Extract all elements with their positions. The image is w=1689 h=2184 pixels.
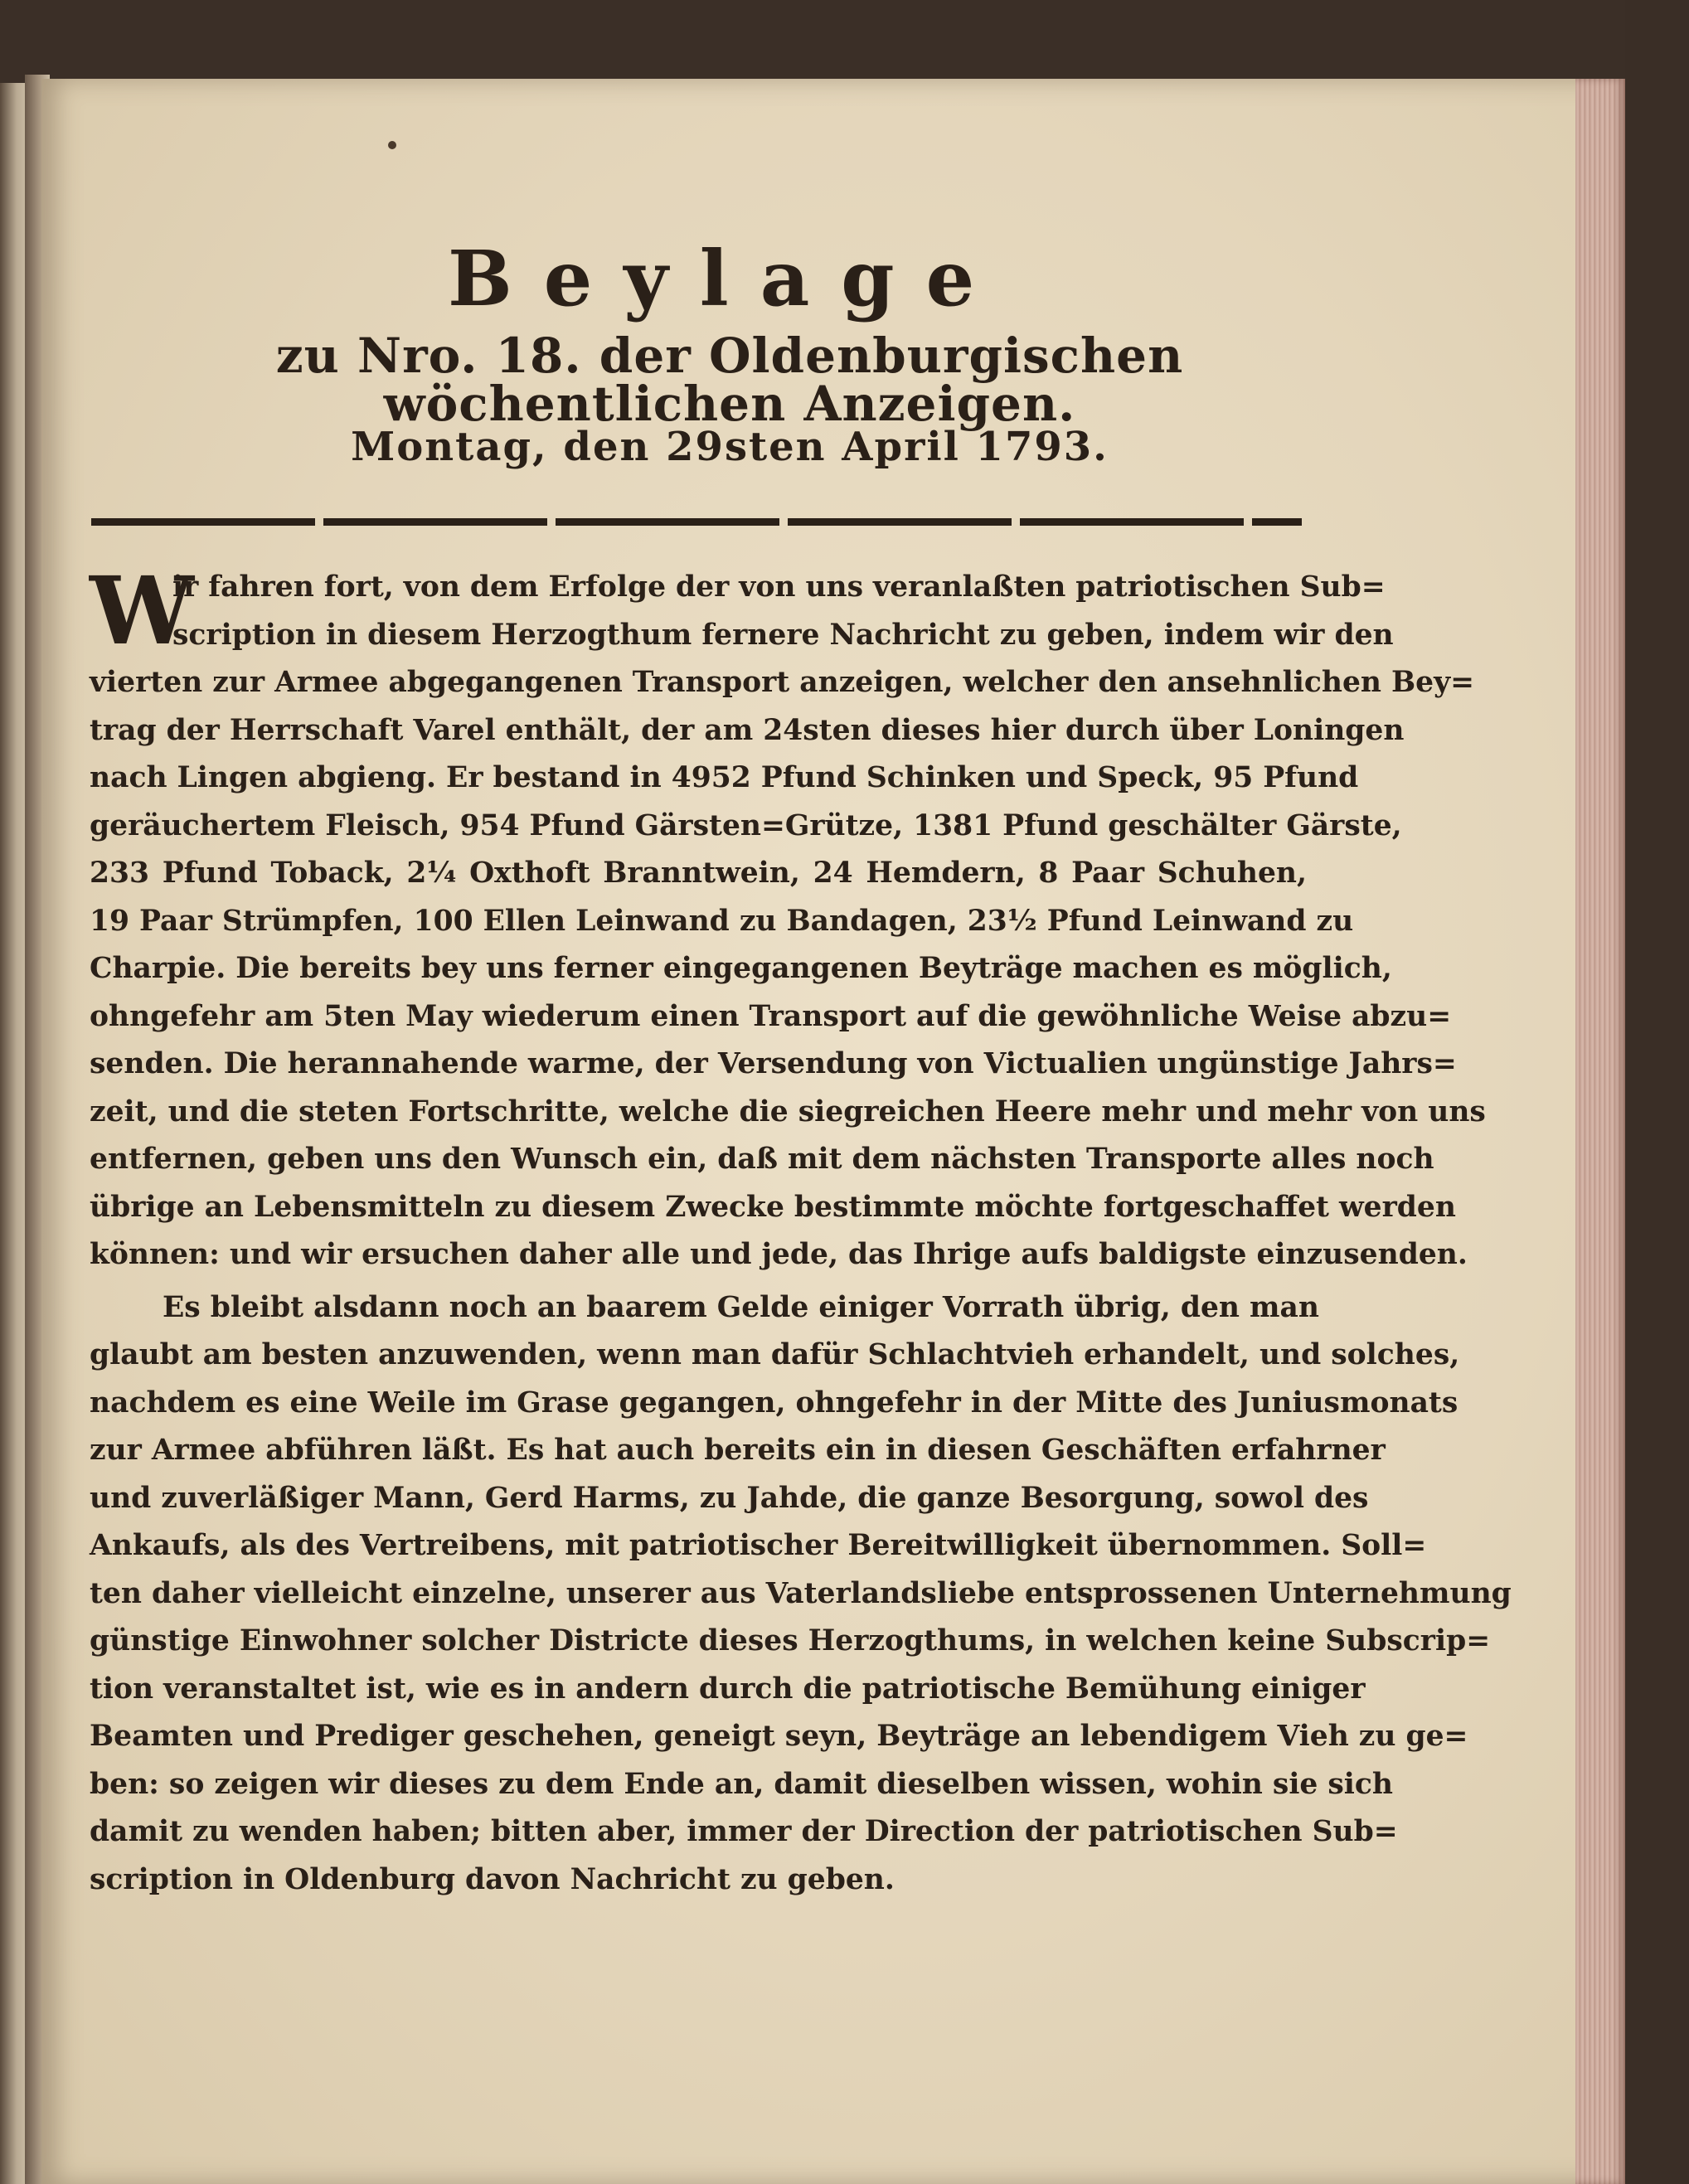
text-line: zur Armee abführen läßt. Es hat auch bereits ein in diesen Geschäften erfahrner: [90, 1434, 1386, 1467]
text-line: ben: so zeigen wir dieses zu dem Ende an, damit dieselben wissen, wohin sie sich: [90, 1767, 1394, 1801]
text-line: Es bleibt alsdann noch an baarem Gelde einiger Vorrath übrig, den man: [163, 1290, 1319, 1324]
text-line: scription in diesem Herzogthum fernere Nachricht zu geben, indem wir den: [172, 618, 1394, 652]
text-line: glaubt am besten anzuwenden, wenn man dafür Schlachtvieh erhandelt, und solches,: [90, 1338, 1460, 1371]
text-line: zeit, und die steten Fortschritte, welche die siegreichen Heere mehr und mehr von uns: [90, 1094, 1486, 1128]
text-line: günstige Einwohner solcher Districte dieses Herzogthums, in welchen keine Subscrip=: [90, 1624, 1491, 1657]
text-line: entfernen, geben uns den Wunsch ein, daß mit dem nächsten Transporte alles noch: [90, 1143, 1434, 1176]
text-line: Charpie. Die bereits bey uns ferner eingegangenen Beyträge machen es möglich,: [90, 952, 1392, 985]
drop-cap: W: [90, 557, 194, 666]
text-line: nachdem es eine Weile im Grase gegangen, ohngefehr in der Mitte des Juniusmonats: [90, 1386, 1458, 1420]
page-title: Beylage: [448, 234, 1007, 323]
ink-dot: [388, 141, 396, 149]
text-line: 233 Pfund Toback, 2¼ Oxthoft Branntwein, 24 Hemdern, 8 Paar Schuhen,: [90, 857, 1307, 890]
text-line: trag der Herrschaft Varel enthält, der am 24sten dieses hier durch über Loningen: [90, 713, 1405, 747]
text-line: damit zu wenden haben; bitten aber, immer der Direction der patriotischen Sub=: [90, 1815, 1398, 1848]
text-line: nach Lingen abgieng. Er bestand in 4952 Pfund Schinken und Speck, 95 Pfund: [90, 761, 1359, 794]
divider-rule: [91, 518, 1302, 526]
text-line: vierten zur Armee abgegangenen Transport anzeigen, welcher den ansehnlichen Bey=: [90, 666, 1475, 699]
article-body: [90, 557, 1512, 1904]
page-subtitle: zu Nro. 18. der Oldenburgischen wöchentlichen Anzeigen.: [275, 328, 1184, 432]
text-line: übrige an Lebensmitteln zu diesem Zwecke bestimmte möchte fortgeschaffet werden: [90, 1190, 1456, 1224]
text-line: ten daher vielleicht einzelne, unserer aus Vaterlandsliebe entsprossenen Unternehmung: [90, 1576, 1512, 1610]
text-line: können: und wir ersuchen daher alle und jede, das Ihrige aufs baldigste einzusenden.: [90, 1238, 1468, 1271]
text-line: ohngefehr am 5ten May wiederum einen Transport auf die gewöhnliche Weise abzu=: [90, 999, 1452, 1033]
text-line: scription in Oldenburg davon Nachricht zu geben.: [90, 1862, 895, 1896]
top-background: [0, 0, 1689, 79]
text-line: und zuverläßiger Mann, Gerd Harms, zu Jahde, die ganze Besorgung, sowol des: [90, 1481, 1369, 1515]
text-line: geräuchertem Fleisch, 954 Pfund Gärsten=Grütze, 1381 Pfund geschälter Gärste,: [90, 808, 1402, 842]
text-line: Ankaufs, als des Vertreibens, mit patriotischer Bereitwilligkeit übernommen. Soll=: [90, 1529, 1427, 1562]
text-line: tion veranstaltet ist, wie es in andern durch die patriotische Bemühung einiger: [90, 1672, 1366, 1706]
text-line: Beamten und Prediger geschehen, geneigt seyn, Beyträge an lebendigem Vieh zu ge=: [90, 1720, 1468, 1753]
paragraph-2: [90, 1284, 1512, 1905]
text-line: 19 Paar Strümpfen, 100 Ellen Leinwand zu Bandagen, 23½ Pfund Leinwand zu: [90, 904, 1354, 938]
text-line: ir fahren fort, von dem Erfolge der von uns veranlaßten patriotischen Sub=: [172, 570, 1386, 604]
dateline: Montag, den 29sten April 1793.: [351, 424, 1109, 470]
page-stack-edge: [1575, 79, 1625, 2184]
right-background: [1625, 0, 1689, 2184]
paragraph-1: [90, 557, 1486, 1279]
text-line: senden. Die herannahende warme, der Versendung von Victualien ungünstige Jahrs=: [90, 1047, 1457, 1080]
